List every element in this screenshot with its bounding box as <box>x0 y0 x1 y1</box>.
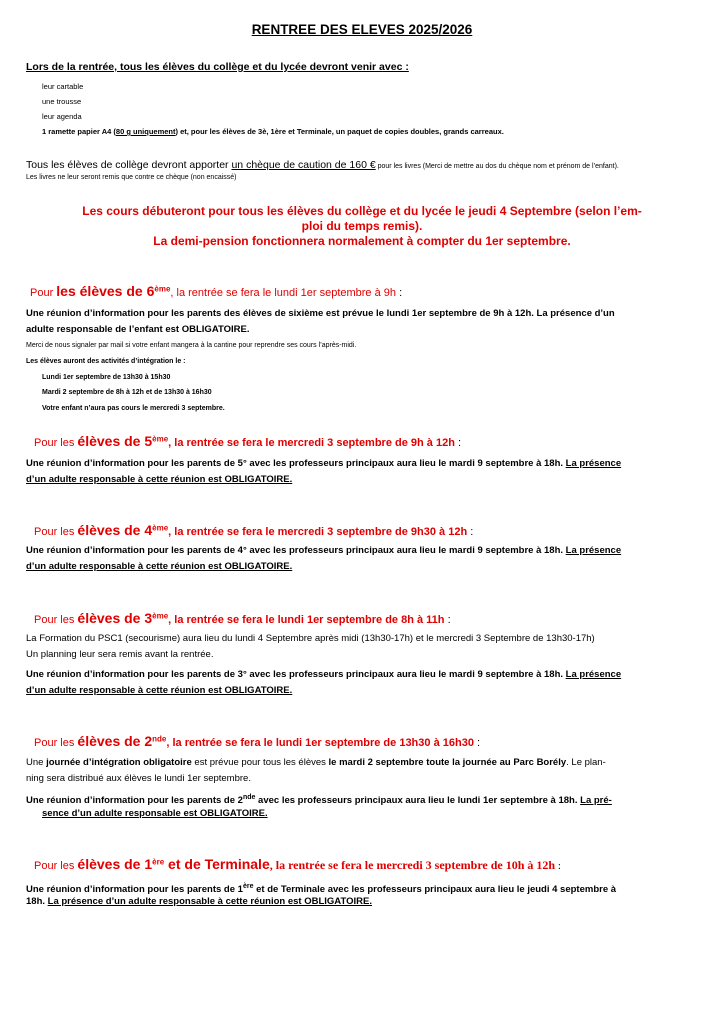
notice-line-3: La demi-pension fonctionnera normalement à compter du 1er septembre. <box>153 234 571 248</box>
s1-meeting-sup: ère <box>242 883 254 890</box>
supply-item: leur agenda <box>42 112 82 121</box>
s4-meeting-text: Une réunion d’information pour les parents de 4° avec les professeurs principaux aura lieu le mardi 9 septembre à 18h. <box>26 545 566 556</box>
heading-colon: : <box>396 287 403 299</box>
s3-planning: Un planning leur sera remis avant la rentrée. <box>26 649 214 660</box>
heading-sup: ème <box>152 434 169 444</box>
s5-para-2: d’un adulte responsable à cette réunion est OBLIGATOIRE. <box>26 474 293 485</box>
heading-tail: , la rentrée se fera le mercredi 3 septembre de 9h à 12h <box>168 437 455 449</box>
heading-sup: ème <box>152 523 169 533</box>
notice-line-2: ploi du temps remis). <box>301 219 423 233</box>
heading-em: élèves de 4 <box>77 522 153 538</box>
s3-psc1: La Formation du PSC1 (secourisme) aura lieu du lundi 4 Septembre après midi (13h30-17h) et le mercredi 3 Septembre de 13h30-17h) <box>26 633 595 644</box>
supply-item: une trousse <box>42 97 82 106</box>
heading-em: élèves de 1 <box>77 856 153 872</box>
s2-integration-place: le mardi 2 septembre toute la journée au Parc Borély <box>328 757 567 768</box>
heading-sup: ère <box>152 857 165 867</box>
heading-tail: , la rentrée se fera le mercredi 3 septembre de 10h à 12h <box>269 858 556 872</box>
heading-pre: Pour les <box>34 614 78 626</box>
s1-meeting-text: et de Terminale avec les professeurs principaux aura lieu le jeudi 4 septembre à <box>253 884 617 896</box>
heading-colon: : <box>444 614 451 626</box>
heading-tail: , la rentrée se fera le lundi 1er septembre à 9h <box>170 287 397 299</box>
s5-para-1 <box>26 456 621 472</box>
s6-para-1: Une réunion d’information pour les parents des élèves de sixième est prévue le lundi 1er septembre de 9h à 12h. La présence d’un <box>26 308 615 319</box>
supply-paper-weight: 80 g uniquement <box>115 127 176 136</box>
heading-em: et de Terminale <box>164 856 270 872</box>
intro-text: Lors de la rentrée, tous les élèves du collège et du lycée devront venir avec : <box>26 61 409 73</box>
heading-6eme <box>30 283 402 299</box>
page-title: RENTREE DES ELEVES 2025/2026 <box>251 22 473 37</box>
heading-2nde <box>34 733 480 749</box>
heading-sup: nde <box>152 734 167 744</box>
s4-para-2: d’un adulte responsable à cette réunion est OBLIGATOIRE. <box>26 561 293 572</box>
s2-integration-day: journée d’intégration obligatoire <box>46 757 192 768</box>
heading-pre: Pour les <box>34 860 78 872</box>
heading-sup: ème <box>152 611 169 621</box>
s5-presence: La présence <box>565 458 622 469</box>
heading-3eme <box>34 610 451 626</box>
s1-para-2 <box>26 894 372 910</box>
s3-para-1 <box>26 667 621 683</box>
heading-colon: : <box>454 437 462 449</box>
heading-tail: , la rentrée se fera le lundi 1er septembre de 13h30 à 16h30 <box>166 737 474 749</box>
heading-colon: : <box>473 737 481 749</box>
s2-meeting-text: avec les professeurs principaux aura lieu le lundi 1er septembre à 18h. <box>255 795 581 807</box>
heading-tail: , la rentrée se fera le mercredi 3 septembre de 9h30 à 12h <box>168 526 468 538</box>
cheque-note: pour les livres (Merci de mettre au dos du chèque nom et prénom de l’enfant). <box>375 163 619 170</box>
s2-presence: La pré- <box>580 795 612 807</box>
s1-meeting-text: Une réunion d’information pour les parents de 1 <box>26 884 243 896</box>
heading-em: élèves de 5 <box>77 433 153 449</box>
s6-activity: Mardi 2 septembre de 8h à 12h et de 13h30 à 16h30 <box>42 389 212 396</box>
s2-meeting-text: Une réunion d’information pour les parents de 2 <box>26 795 243 807</box>
cheque-text: Tous les élèves de collège devront apporter <box>26 159 232 171</box>
s3-meeting-text: Une réunion d’information pour les parents de 3° avec les professeurs principaux aura lieu le mardi 9 septembre à 18h. <box>26 669 566 680</box>
heading-pre: Pour <box>30 287 57 299</box>
heading-5eme <box>34 433 461 449</box>
heading-pre: Pour les <box>34 437 78 449</box>
supply-paper-text: 1 ramette papier A4 ( <box>42 127 116 136</box>
cheque-amount: un chèque de caution de 160 € <box>231 159 376 171</box>
heading-pre: Pour les <box>34 737 78 749</box>
s1-presence: La présence d’un adulte responsable à cette réunion est OBLIGATOIRE. <box>47 896 372 907</box>
s6-activity: Lundi 1er septembre de 13h30 à 15h30 <box>42 374 171 381</box>
heading-1ere-terminale <box>34 856 561 873</box>
s3-presence: La présence <box>565 669 622 680</box>
s5-meeting-text: Une réunion d’information pour les parents de 5° avec les professeurs principaux aura lieu le mardi 9 septembre à 18h. <box>26 458 566 469</box>
cheque-note-2: Les livres ne leur seront remis que contre ce chèque (non encaissé) <box>26 174 237 181</box>
s1-meeting-time: 18h. <box>26 896 48 907</box>
heading-sup: ème <box>154 284 171 294</box>
cheque-line <box>26 159 619 171</box>
s2-text: est prévue pour tous les élèves <box>191 757 329 768</box>
heading-tail: , la rentrée se fera le lundi 1er septembre de 8h à 11h <box>168 614 445 626</box>
s3-para-2: d’un adulte responsable à cette réunion est OBLIGATOIRE. <box>26 685 293 696</box>
s6-activity: Votre enfant n’aura pas cours le mercredi 3 septembre. <box>42 405 225 412</box>
heading-colon: : <box>467 526 474 538</box>
supply-item-paper <box>42 127 504 136</box>
supply-item: leur cartable <box>42 82 84 91</box>
heading-4eme <box>34 522 473 538</box>
heading-em: élèves de 2 <box>77 733 153 749</box>
s6-activities-title: Les élèves auront des activités d’intégration le : <box>26 358 186 365</box>
s2-text: . Le plan- <box>566 757 606 768</box>
heading-em: élèves de 3 <box>77 610 153 626</box>
s2-text: Une <box>26 757 47 768</box>
heading-pre: Pour les <box>34 526 78 538</box>
supply-paper-text-end: ) et, pour les élèves de 3è, 1ère et Terminale, un paquet de copies doubles, grands carreaux. <box>175 127 504 136</box>
s2-meeting-sup: nde <box>242 794 256 801</box>
s4-para-1 <box>26 543 621 559</box>
s2-para-2: sence d’un adulte responsable est OBLIGATOIRE. <box>42 808 268 819</box>
heading-colon: : <box>555 860 561 872</box>
s6-canteen-note: Merci de nous signaler par mail si votre enfant mangera à la cantine pour reprendre ses cours l’après-midi. <box>26 342 357 349</box>
notice-line-1: Les cours débuteront pour tous les élèves du collège et du lycée le jeudi 4 Septembre (selon l’em- <box>82 204 642 218</box>
s6-para-2: adulte responsable de l’enfant est OBLIGATOIRE. <box>26 324 250 335</box>
s4-presence: La présence <box>565 545 622 556</box>
s2-planning: ning sera distribué aux élèves le lundi 1er septembre. <box>26 773 251 784</box>
heading-em: les élèves de 6 <box>56 283 155 299</box>
s2-integration <box>26 755 606 771</box>
